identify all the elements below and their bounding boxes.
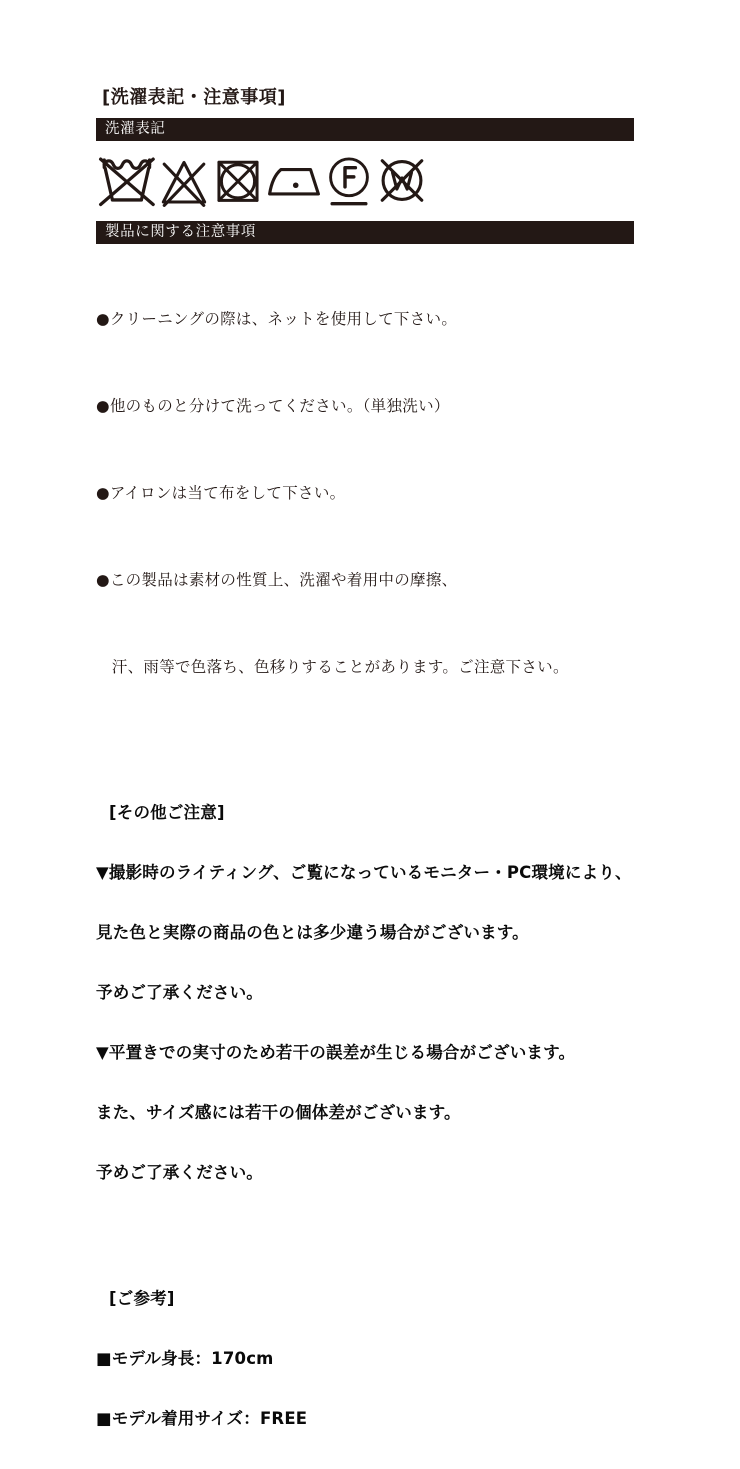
page-title: [洗濯表記・注意事項] [102, 87, 286, 108]
note-line: 予めご了承ください。 [96, 983, 263, 1002]
wash-symbols-section-header: 洗濯表記 [96, 118, 634, 141]
caution-line: ●アイロンは当て布をして下さい。 [96, 484, 346, 502]
do-not-wash-icon [97, 151, 155, 209]
product-caution-section-header: 製品に関する注意事項 [96, 221, 634, 244]
note-line: 予めご了承ください。 [96, 1163, 263, 1182]
caution-line: ●他のものと分けて洗ってください。（単独洗い） [96, 397, 450, 415]
caution-line: 汗、雨等で色落ち、色移りすることがあります。ご注意下さい。 [96, 658, 569, 676]
do-not-bleach-icon [158, 153, 210, 208]
note-line: また、サイズ感には若干の個体差がございます。 [96, 1103, 461, 1122]
do-not-tumble-dry-icon [213, 154, 263, 207]
reference-header: [ご参考] [109, 1289, 175, 1308]
reference-line-model-height: ■モデル身長：170cm [96, 1349, 274, 1368]
note-line: ▼平置きでの実寸のため若干の誤差が生じる場合がございます。 [96, 1043, 576, 1062]
laundry-symbols-row [97, 147, 706, 213]
note-line: 見た色と実際の商品の色とは多少違う場合がございます。 [96, 923, 529, 942]
reference-section [96, 1249, 706, 1469]
caution-line: ●クリーニングの際は、ネットを使用して下さい。 [96, 310, 458, 328]
reference-line-model-size: ■モデル着用サイズ：FREE [96, 1409, 308, 1428]
caution-line: ●この製品は素材の性質上、洗濯や着用中の摩擦、 [96, 571, 458, 589]
product-caution-list [96, 247, 706, 740]
do-not-wet-clean-icon [376, 153, 428, 208]
other-notes-header: [その他ご注意] [109, 803, 225, 822]
care-notice [96, 87, 706, 1469]
iron-low-heat-one-dot-icon [266, 153, 322, 207]
note-line: ▼撮影時のライティング、ご覧になっているモニター・PC環境により、 [96, 863, 632, 882]
dry-clean-petroleum-gentle-icon [325, 154, 373, 207]
other-notes-section [96, 763, 706, 1223]
